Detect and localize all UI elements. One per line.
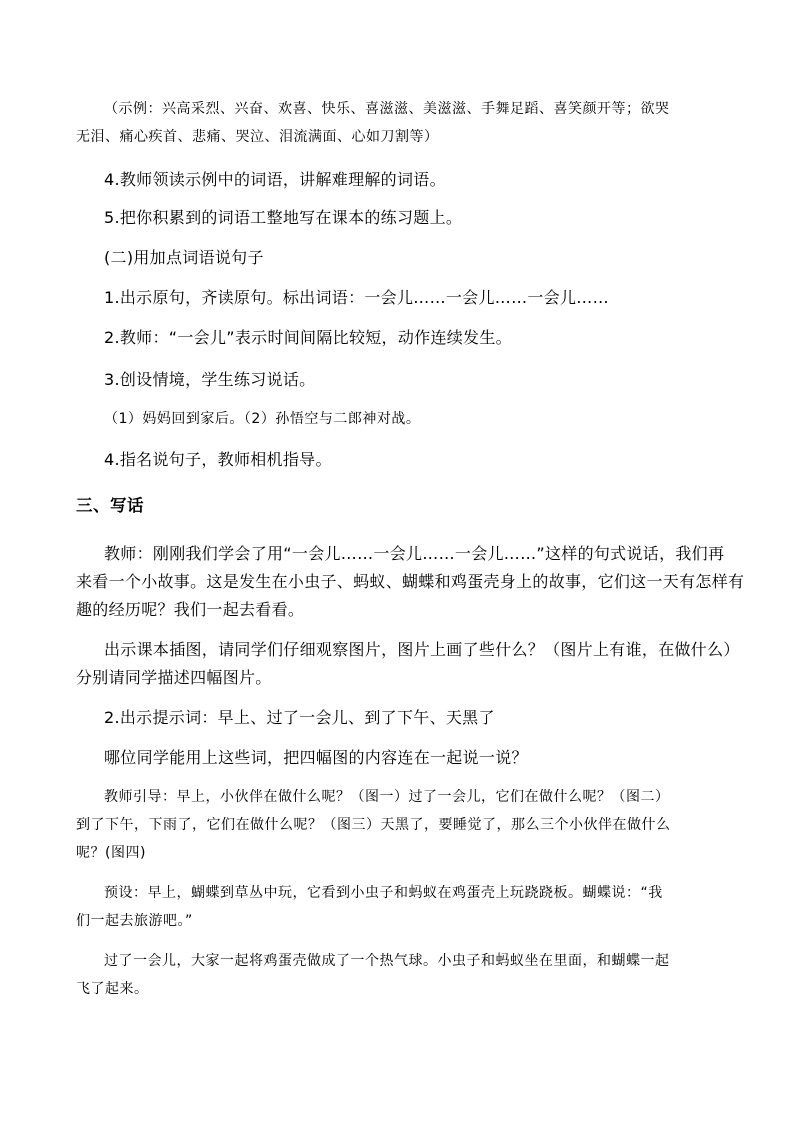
guide-line-1: 教师引导：早上，小伙伴在做什么呢？（图一）过了一会儿，它们在做什么呢？（图二） <box>104 789 670 805</box>
sentence-scenarios: （1）妈妈回到家后。（2）孙悟空与二郎神对战。 <box>104 411 421 427</box>
teacher-intro-line-3: 趣的经历呢？我们一起去看看。 <box>76 600 305 619</box>
guide-line-2: 到了下午，下雨了，它们在做什么呢？（图三）天黑了，要睡觉了，那么三个小伙伴在做什么 <box>76 817 671 833</box>
section-3-heading: 三、写话 <box>76 496 144 515</box>
preset-line-2: 们一起去旅游吧。” <box>76 913 193 929</box>
preset-line-1: 预设：早上，蝴蝶到草丛中玩，它看到小虫子和蚂蚁在鸡蛋壳上玩跷跷板。蝴蝶说：“我 <box>104 885 663 901</box>
show-picture-line-1: 出示课本插图，请同学们仔细观察图片，图片上画了些什么？（图片上有谁，在做什么） <box>104 640 740 659</box>
show-picture-line-2: 分别请同学描述四幅图片。 <box>76 668 272 687</box>
sentence-step-4: 4.指名说句子，教师相机指导。 <box>104 450 332 469</box>
teacher-intro-line-2: 来看一个小故事。这是发生在小虫子、蚂蚁、蝴蝶和鸡蛋壳身上的故事，它们这一天有怎样有 <box>76 572 745 591</box>
hint-words: 2.出示提示词：早上、过了一会儿、到了下午、天黑了 <box>104 708 495 727</box>
examples-line-1: （示例：兴高采烈、兴奋、欢喜、快乐、喜滋滋、美滋滋、手舞足蹈、喜笑颜开等；欲哭 <box>104 101 670 117</box>
question-connect: 哪位同学能用上这些词，把四幅图的内容连在一起说一说？ <box>104 748 528 767</box>
story-line-1: 过了一会儿，大家一起将鸡蛋壳做成了一个热气球。小虫子和蚂蚁坐在里面，和蝴蝶一起 <box>104 953 670 969</box>
sentence-step-2: 2.教师：“一会儿”表示时间间隔比较短，动作连续发生。 <box>104 328 512 347</box>
step-4-read: 4.教师领读示例中的词语，讲解难理解的词语。 <box>104 170 446 189</box>
step-5-write: 5.把你积累到的词语工整地写在课本的练习题上。 <box>104 208 463 227</box>
teacher-intro-line-1: 教师：刚刚我们学会了用“一会儿……一会儿……一会儿……”这样的句式说话，我们再 <box>104 544 725 563</box>
guide-line-3: 呢？(图四) <box>76 845 146 861</box>
sentence-step-1: 1.出示原句，齐读原句。标出词语：一会儿……一会儿……一会儿…… <box>104 288 609 307</box>
story-line-2: 飞了起来。 <box>76 981 149 997</box>
subsection-2-title: (二)用加点词语说句子 <box>104 248 264 267</box>
sentence-step-3: 3.创设情境，学生练习说话。 <box>104 370 316 389</box>
examples-line-2: 无泪、痛心疾首、悲痛、哭泣、泪流满面、心如刀割等） <box>76 129 439 145</box>
